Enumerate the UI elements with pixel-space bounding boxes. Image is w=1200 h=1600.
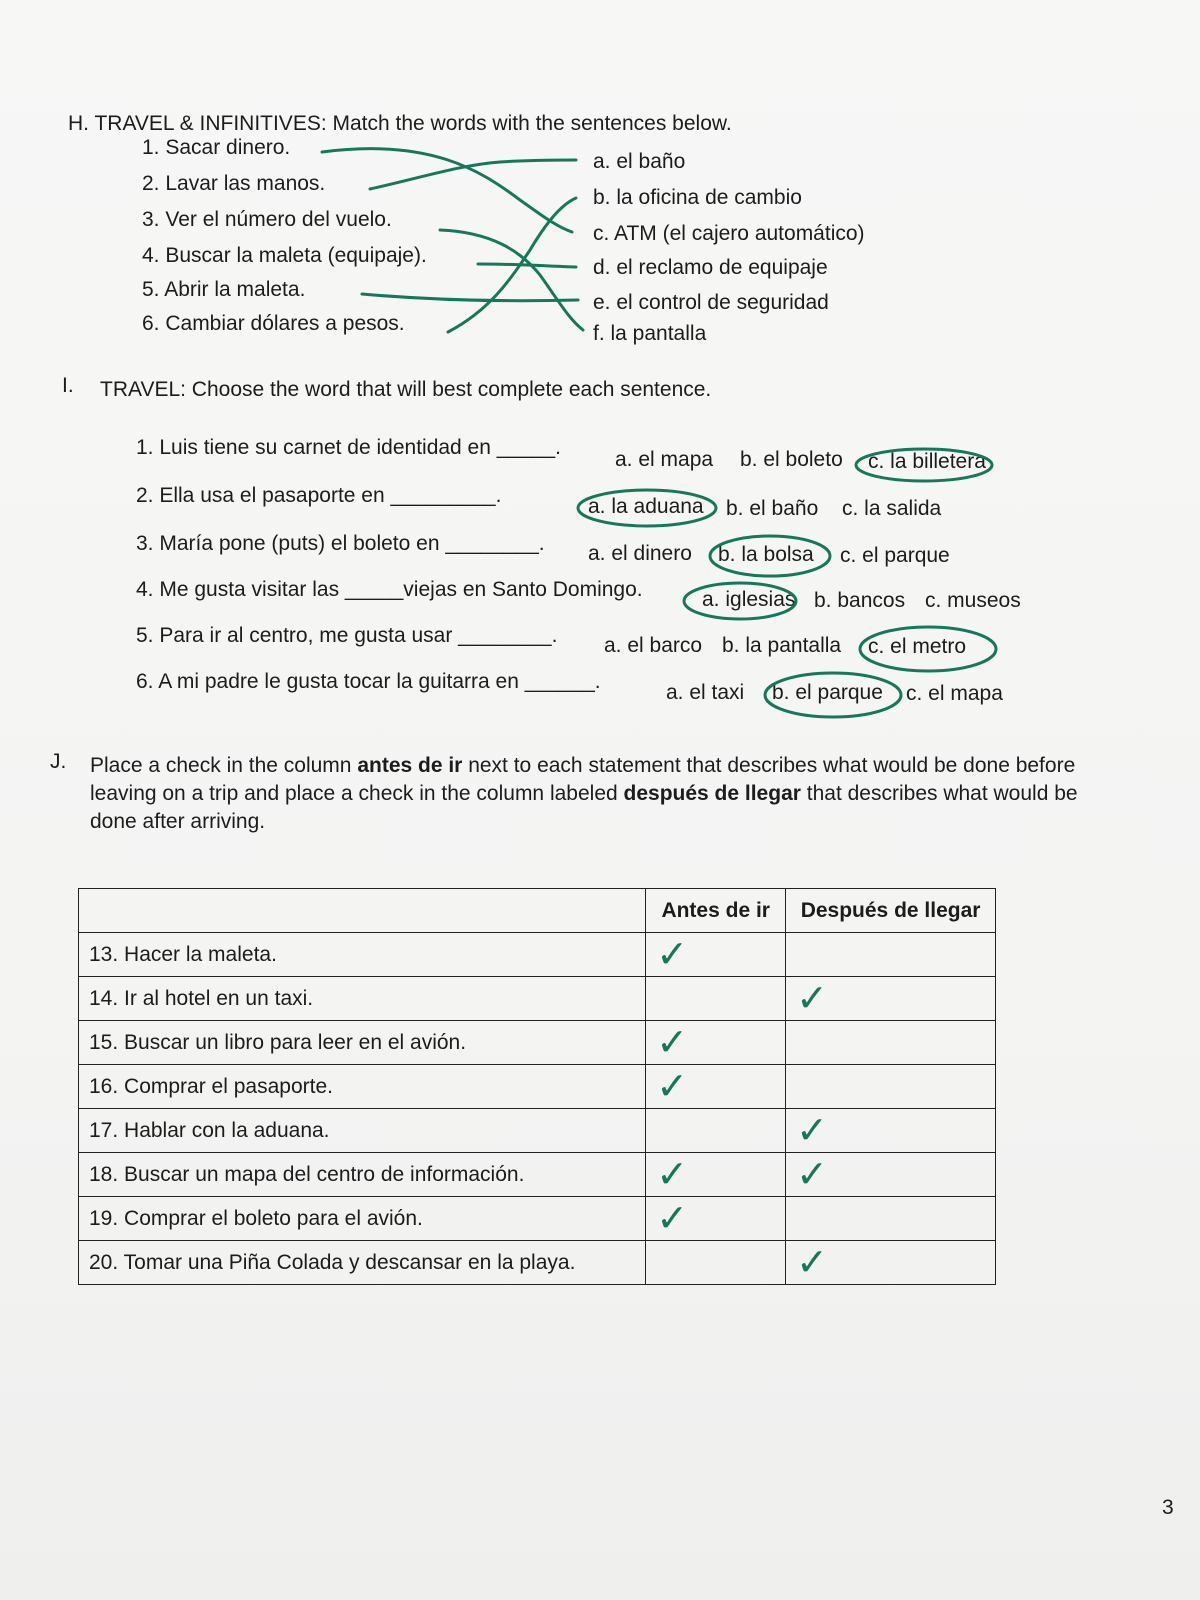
table-row (79, 1109, 996, 1153)
check-mark-icon: ✓ (646, 1021, 786, 1065)
check-mark-icon: ✓ (786, 977, 996, 1021)
question-6-option-a: a. el taxi (666, 681, 745, 704)
question-5-option-a: a. el barco (604, 634, 703, 657)
table-row (79, 1153, 996, 1197)
question-5-option-c: c. el metro (868, 635, 967, 658)
section-i-heading: TRAVEL: Choose the word that will best complete each sentence. (100, 378, 712, 401)
section-i-letter: I. (62, 374, 74, 397)
table-header-before: Antes de ir (646, 889, 786, 933)
statement-cell: 20. Tomar una Piña Colada y descansar en la playa. (79, 1241, 646, 1285)
question-5-option-b: b. la pantalla (722, 634, 842, 657)
section-h-heading: H. TRAVEL & INFINITIVES: Match the words with the sentences below. (68, 112, 732, 135)
table-row (79, 933, 996, 977)
match-answer-f: f. la pantalla (593, 322, 707, 345)
match-line-2-to-a (370, 160, 576, 189)
match-line-6-to-b (448, 198, 576, 332)
table-row (79, 1065, 996, 1109)
statement-cell: 14. Ir al hotel en un taxi. (79, 977, 646, 1021)
question-4-option-c: c. museos (925, 589, 1021, 612)
match-answer-d: d. el reclamo de equipaje (593, 256, 828, 279)
question-6-option-c: c. el mapa (906, 682, 1003, 705)
statement-cell: 16. Comprar el pasaporte. (79, 1065, 646, 1109)
section-j-letter: J. (50, 750, 67, 773)
statement-cell: 17. Hablar con la aduana. (79, 1109, 646, 1153)
match-answer-b: b. la oficina de cambio (593, 186, 802, 209)
check-mark-icon: ✓ (646, 1065, 786, 1109)
before-cell (646, 977, 786, 1021)
statement-cell: 13. Hacer la maleta. (79, 933, 646, 977)
check-mark-icon: ✓ (786, 1153, 996, 1197)
statement-cell: 15. Buscar un libro para leer en el avión. (79, 1021, 646, 1065)
question-2-option-a: a. la aduana (588, 495, 704, 518)
before-cell (646, 1241, 786, 1285)
question-2-option-c: c. la salida (842, 497, 942, 520)
question-5-text: 5. Para ir al centro, me gusta usar ________. (136, 624, 558, 647)
match-answer-a: a. el baño (593, 150, 686, 173)
table-row (79, 1241, 996, 1285)
before-cell (646, 1109, 786, 1153)
table-row (79, 1197, 996, 1241)
question-6-option-b: b. el parque (772, 681, 883, 704)
match-item-2: 2. Lavar las manos. (142, 172, 326, 195)
question-6-text: 6. A mi padre le gusta tocar la guitarra en ______. (136, 670, 601, 693)
match-answer-c: c. ATM (el cajero automático) (593, 222, 865, 245)
checklist-table (78, 888, 996, 1285)
match-line-5-to-e (362, 294, 578, 301)
table-header-after: Después de llegar (786, 889, 996, 933)
after-cell (786, 1197, 996, 1241)
question-1-option-a: a. el mapa (615, 448, 714, 471)
match-item-4: 4. Buscar la maleta (equipaje). (142, 244, 427, 267)
table-header-statement (79, 889, 646, 933)
statement-cell: 18. Buscar un mapa del centro de información. (79, 1153, 646, 1197)
question-1-option-c: c. la billetera (868, 450, 986, 473)
question-3-option-a: a. el dinero (588, 542, 692, 565)
check-mark-icon: ✓ (786, 1241, 996, 1285)
check-mark-icon: ✓ (646, 933, 786, 977)
statement-cell: 19. Comprar el boleto para el avión. (79, 1197, 646, 1241)
question-3-option-c: c. el parque (840, 544, 950, 567)
after-cell (786, 933, 996, 977)
table-header-row (79, 889, 996, 933)
question-4-option-b: b. bancos (814, 589, 906, 612)
question-2-text: 2. Ella usa el pasaporte en _________. (136, 484, 502, 507)
match-line-3-to-f (440, 230, 583, 330)
match-item-6: 6. Cambiar dólares a pesos. (142, 312, 405, 335)
check-mark-icon: ✓ (786, 1109, 996, 1153)
page-number: 3 (1162, 1496, 1174, 1519)
question-2-option-b: b. el baño (726, 497, 819, 520)
question-1-text: 1. Luis tiene su carnet de identidad en _____. (136, 436, 561, 459)
question-3-text: 3. María pone (puts) el boleto en ________. (136, 532, 545, 555)
question-4-option-a: a. iglesias (702, 588, 796, 611)
match-item-1: 1. Sacar dinero. (142, 136, 291, 159)
table-row (79, 977, 996, 1021)
after-cell (786, 1021, 996, 1065)
after-cell (786, 1065, 996, 1109)
match-line-4-to-d (478, 264, 576, 267)
table-row (79, 1021, 996, 1065)
section-j-instructions: Place a check in the column antes de ir next to each statement that describes what would be done before leaving on a trip and place a check in the column labeled después de llegar that describes what would be done after arriving. (90, 754, 1078, 833)
match-answer-e: e. el control de seguridad (593, 291, 829, 314)
check-mark-icon: ✓ (646, 1153, 786, 1197)
question-1-option-b: b. el boleto (740, 448, 843, 471)
check-mark-icon: ✓ (646, 1197, 786, 1241)
question-4-text: 4. Me gusta visitar las _____viejas en Santo Domingo. (136, 578, 643, 601)
question-3-option-b: b. la bolsa (718, 543, 814, 566)
match-item-3: 3. Ver el número del vuelo. (142, 208, 392, 231)
match-item-5: 5. Abrir la maleta. (142, 278, 306, 301)
